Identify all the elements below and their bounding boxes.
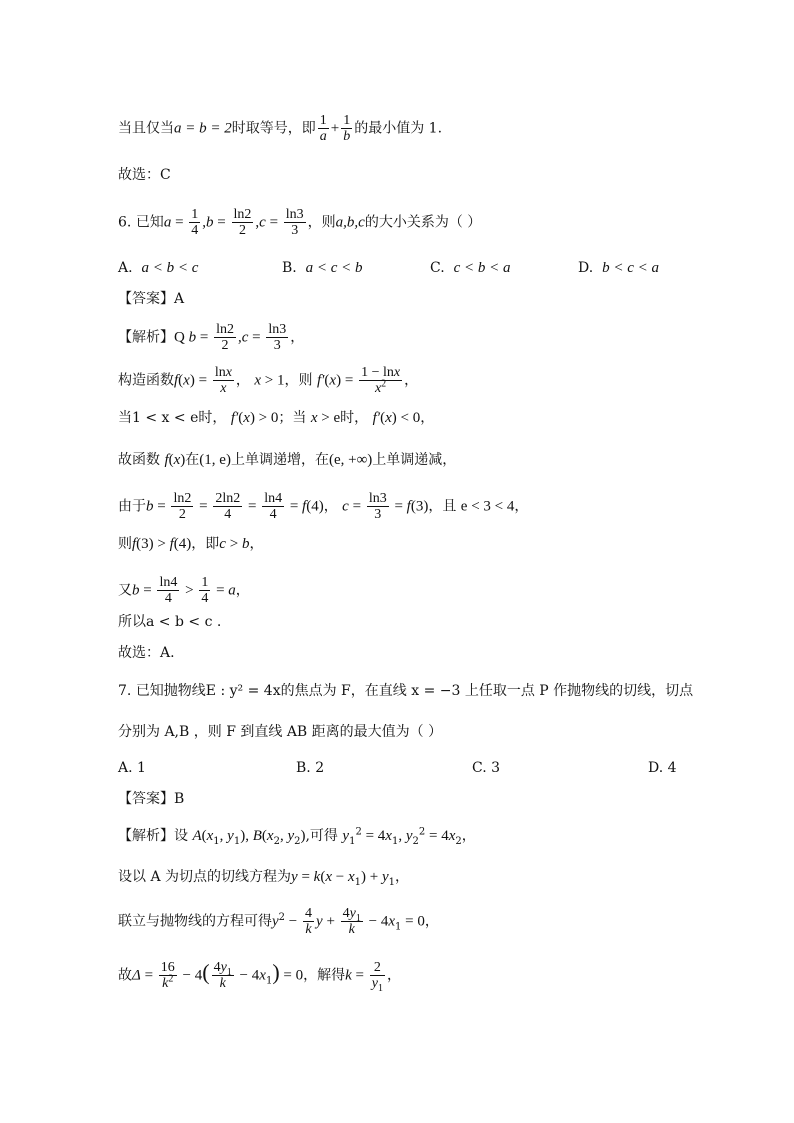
q6-option-d: D. b < c < a xyxy=(578,260,659,276)
q6-analysis-line-5: 由于b = $\frac{\ln 2}{2}$ = $\frac{2\ln 2}{4}$ = $\frac{\ln 4}{4}$ = f(4)， c = $\frac{\ln 3}{3}$ = f(3)，且 e < 3 < 4， xyxy=(118,491,529,522)
q7-stem-line-2: 分别为 A,B ，则 F 到直线 AB 距离的最大值为（ ） xyxy=(118,724,443,740)
q7-option-c: C. 3 xyxy=(472,760,501,776)
q6-option-a: A. a < b < c xyxy=(118,260,199,276)
q6-choose-line: 故选：A. xyxy=(118,645,175,661)
q7-option-b: B. 2 xyxy=(296,760,325,776)
q7-analysis-line-1: 【解析】设 $A(x_1$, $y_1$), $B(x_2$, $y_2$),可得 $y_1^2 = 4x_1$, $y_2^2 = 4x_2$， xyxy=(118,826,476,847)
q6-option-b: B. a < c < b xyxy=(282,260,363,276)
q6-option-c: C. c < b < a xyxy=(430,260,511,276)
q6-answer: 【答案】A xyxy=(118,291,185,307)
q7-analysis-line-2: 设以 A 为切点的切线方程为$y = k(x - x_1) + y_1$， xyxy=(118,869,410,888)
q6-analysis-line-8: 所以a < b < c . xyxy=(118,614,222,630)
q7-option-d: D. 4 xyxy=(648,760,677,776)
frac-1-over-b: $\frac{1}{b}$ xyxy=(343,113,351,144)
q6-analysis-line-4: 故函数 f(x)在(1, e)上单调递增，在(e, +∞)上单调递减， xyxy=(118,452,457,468)
q7-stem-line-1: 7. 已知抛物线E : y² = 4x的焦点为 F，在直线 x = −3 上任取一点 P 作抛物线的切线，切点 xyxy=(118,683,694,699)
q6-analysis-line-1: 【解析】Q b = $\frac{\ln 2}{2}$ ,c = $\frac{\ln 3}{3}$ ， xyxy=(118,322,305,353)
q7-analysis-line-4: 故Δ = $\frac{16}{k^2}$ − 4( $\frac{4y_1}{k}$ − $4x_1) = 0$，解得k = $\frac{2}{y_1}$ ， xyxy=(118,959,401,994)
q5-min-value-line: 当且仅当a = b = 2时取等号，即 $\frac{1}{a}$ + $\frac{1}{b}$ 的最小值为 1. xyxy=(118,113,443,144)
q7-answer: 【答案】B xyxy=(118,791,185,807)
q6-analysis-line-7: 又b = $\frac{\ln 4}{4}$ > $\frac{1}{4}$ = a， xyxy=(118,575,250,606)
frac-1-over-a: $\frac{1}{a}$ xyxy=(319,113,327,144)
q6-analysis-line-6: 则f(3) > f(4)，即c > b， xyxy=(118,536,264,552)
q6-analysis-line-2: 构造函数f(x) = $\frac{\ln x}{x}$ ， x > 1，则 f′(x) = $\frac{1 - \ln x}{x^2}$ ， xyxy=(118,365,419,396)
q6-stem: 6. 已知a = $\frac{1}{4}$ ,b = $\frac{\ln 2}{2}$ ,c = $\frac{\ln 3}{3}$ ，则a,b,c的大小关系为（ ） xyxy=(118,207,482,238)
equality-expr: a = b = 2 xyxy=(174,120,232,137)
q5-answer-line: 故选：C xyxy=(118,167,171,183)
q6-analysis-line-3: 当1 < x < e时， f′(x) > 0；当 x > e时， f′(x) < 0， xyxy=(118,410,435,426)
q7-analysis-line-3: 联立与抛物线的方程可得$y^2$ − $\frac{4}{k}$ y + $\frac{4y_1}{k}$ − $4x_1 = 0$， xyxy=(118,906,439,937)
q7-option-a: A. 1 xyxy=(118,760,146,776)
